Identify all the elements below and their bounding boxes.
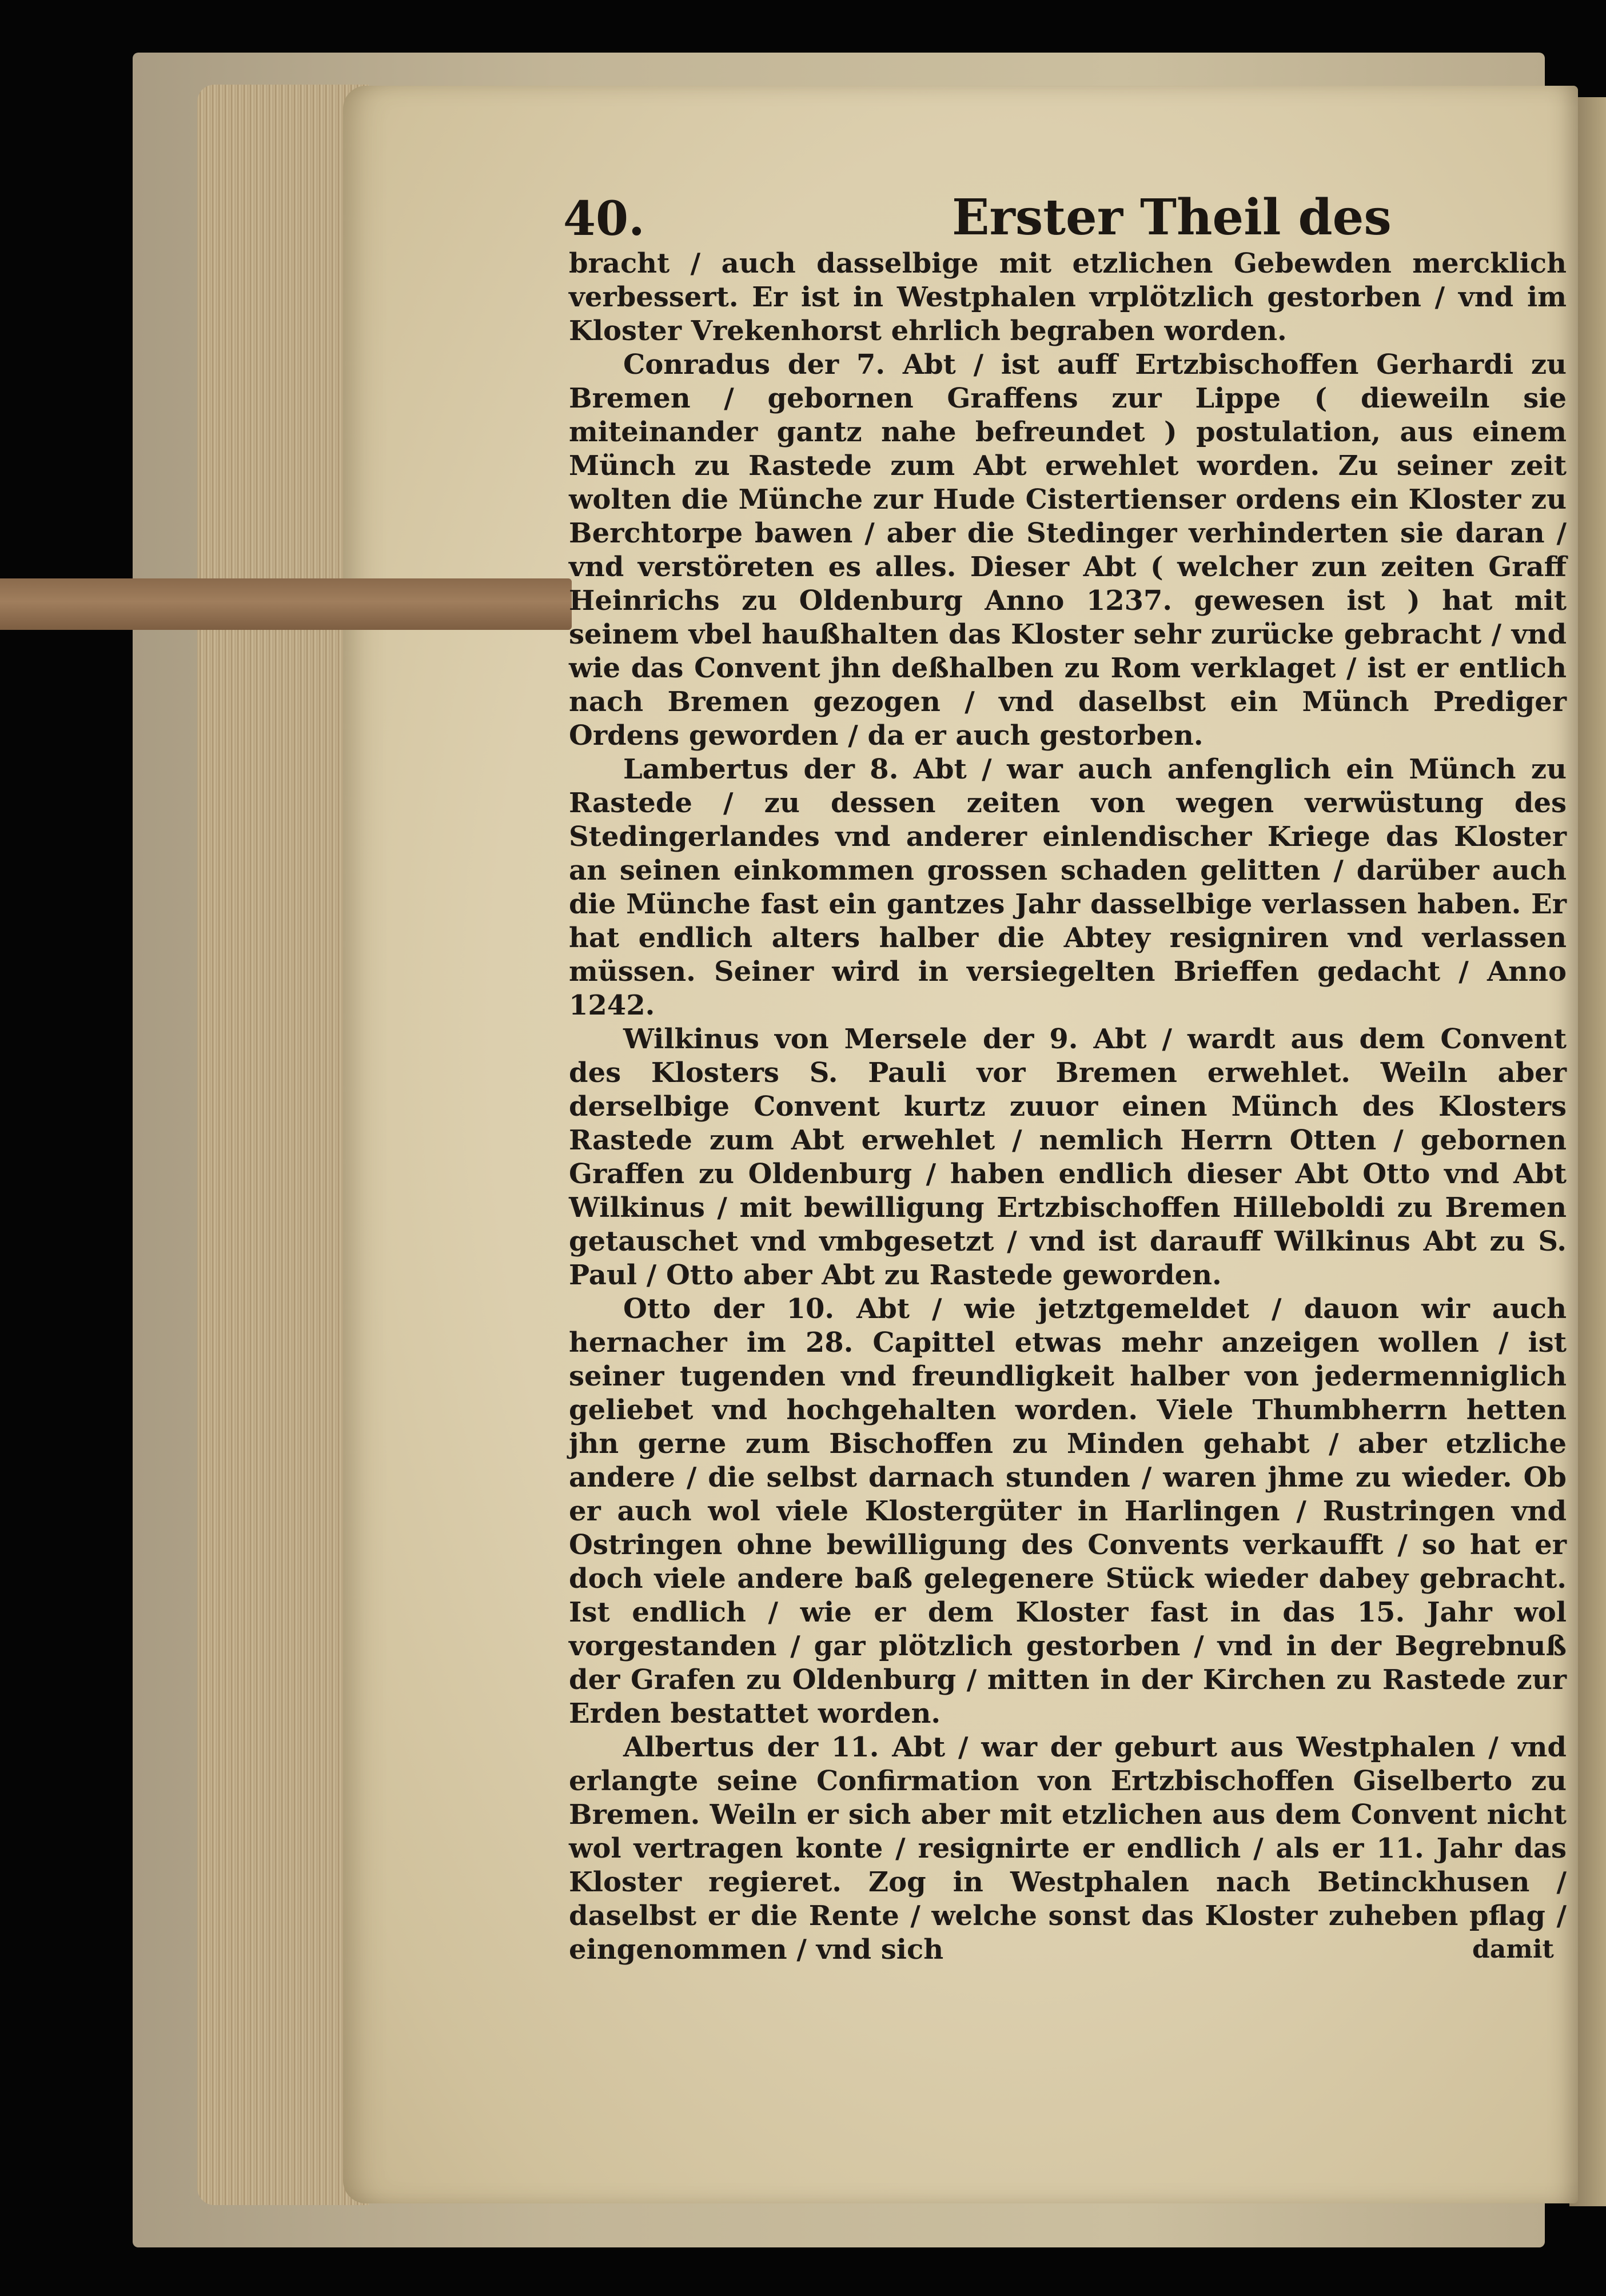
paragraph-conradus: Conradus der 7. Abt / ist auff Ertzbischoffen Gerhardi zu Bremen / gebornen Graffens zur Lippe ( dieweiln sie miteinander gantz nahe befreundet ) postulation, aus einem Münch zu Rastede zum Abt erwehlet worden. Zu seiner zeit wolten die Münche zur Hude Cistertienser ordens ein Kloster zu Berchtorpe bawen / aber die Stedinger verhinderten sie daran / vnd verstöreten es alles. Dieser Abt ( welcher zun zeiten Graff Heinrichs zu Oldenburg Anno 1237. gewesen ist ) hat mit seinem vbel haußhalten das Kloster sehr zurücke gebracht / vnd wie das Convent jhn deßhalben zu Rom verklaget / ist er entlich nach Bremen gezogen / vnd daselbst ein Münch Prediger Ordens geworden / da er auch gestorben. [569, 349, 1567, 752]
paragraph-lambertus: Lambertus der 8. Abt / war auch anfenglich ein Münch zu Rastede / zu dessen zeiten von wegen verwüstung des Stedingerlandes vnd anderer einlendischer Kriege das Kloster an seinen einkommen grossen schaden gelitten / darüber auch die Münche fast ein gantzes Jahr dasselbige verlassen haben. Er hat endlich alters halber die Abtey resigniren vnd verlassen müssen. Seiner wird in versiegelten Brieffen gedacht / Anno 1242. [569, 753, 1567, 1021]
body-text [569, 247, 1567, 1967]
paragraph-continuation: bracht / auch dasselbige mit etzlichen Gebewden mercklich verbessert. Er ist in Westphalen vrplötzlich gestorben / vnd im Kloster Vrekenhorst ehrlich begraben worden. [569, 247, 1567, 347]
catchword: damit [1472, 1935, 1554, 1964]
paragraph-albertus: Albertus der 11. Abt / war der geburt aus Westphalen / vnd erlangte seine Confirmation von Ertzbischoffen Giselberto zu Bremen. Weiln er sich aber mit etzlichen aus dem Convent nicht wol vertragen konte / resignirte er endlich / als er 11. Jahr das Kloster regieret. Zog in Westphalen nach Betinckhusen / daselbst er die Rente / welche sonst das Kloster zuheben pflag / eingenommen / vnd sich [569, 1731, 1567, 1966]
running-head: Erster Theil des [952, 189, 1392, 246]
paragraph-wilkinus: Wilkinus von Mersele der 9. Abt / wardt aus dem Convent des Klosters S. Pauli vor Bremen erwehlet. Weiln aber derselbige Convent kurtz zuuor einen Münch des Klosters Rastede zum Abt erwehlet / nemlich Herrn Otten / gebornen Graffen zu Oldenburg / haben endlich dieser Abt Otto vnd Abt Wilkinus / mit bewilligung Ertzbischoffen Hilleboldi zu Bremen getauschet vnd vmbgesetzt / vnd ist darauff Wilkinus Abt zu S. Paul / Otto aber Abt zu Rastede geworden. [569, 1023, 1567, 1291]
page-number: 40. [563, 191, 645, 246]
paragraph-otto: Otto der 10. Abt / wie jetztgemeldet / dauon wir auch hernacher im 28. Capittel etwas mehr anzeigen wollen / ist seiner tugenden vnd freundligkeit halber von jedermenniglich geliebet vnd hochgehalten worden. Viele Thumbherrn hetten jhn gerne zum Bischoffen zu Minden gehabt / aber etzliche andere / die selbst darnach stunden / waren jhme zu wieder. Ob er auch wol viele Klostergüter in Harlingen / Rustringen vnd Ostringen ohne bewilligung des Convents verkaufft / so hat er doch viele andere baß gelegenere Stück wieder dabey gebracht. Ist endlich / wie er dem Kloster fast in das 15. Jahr wol vorgestanden / gar plötzlich gestorben / vnd in der Begrebnuß der Grafen zu Oldenburg / mitten in der Kirchen zu Rastede zur Erden bestattet worden. [569, 1293, 1567, 1730]
bookmark-ribbon [0, 578, 572, 630]
